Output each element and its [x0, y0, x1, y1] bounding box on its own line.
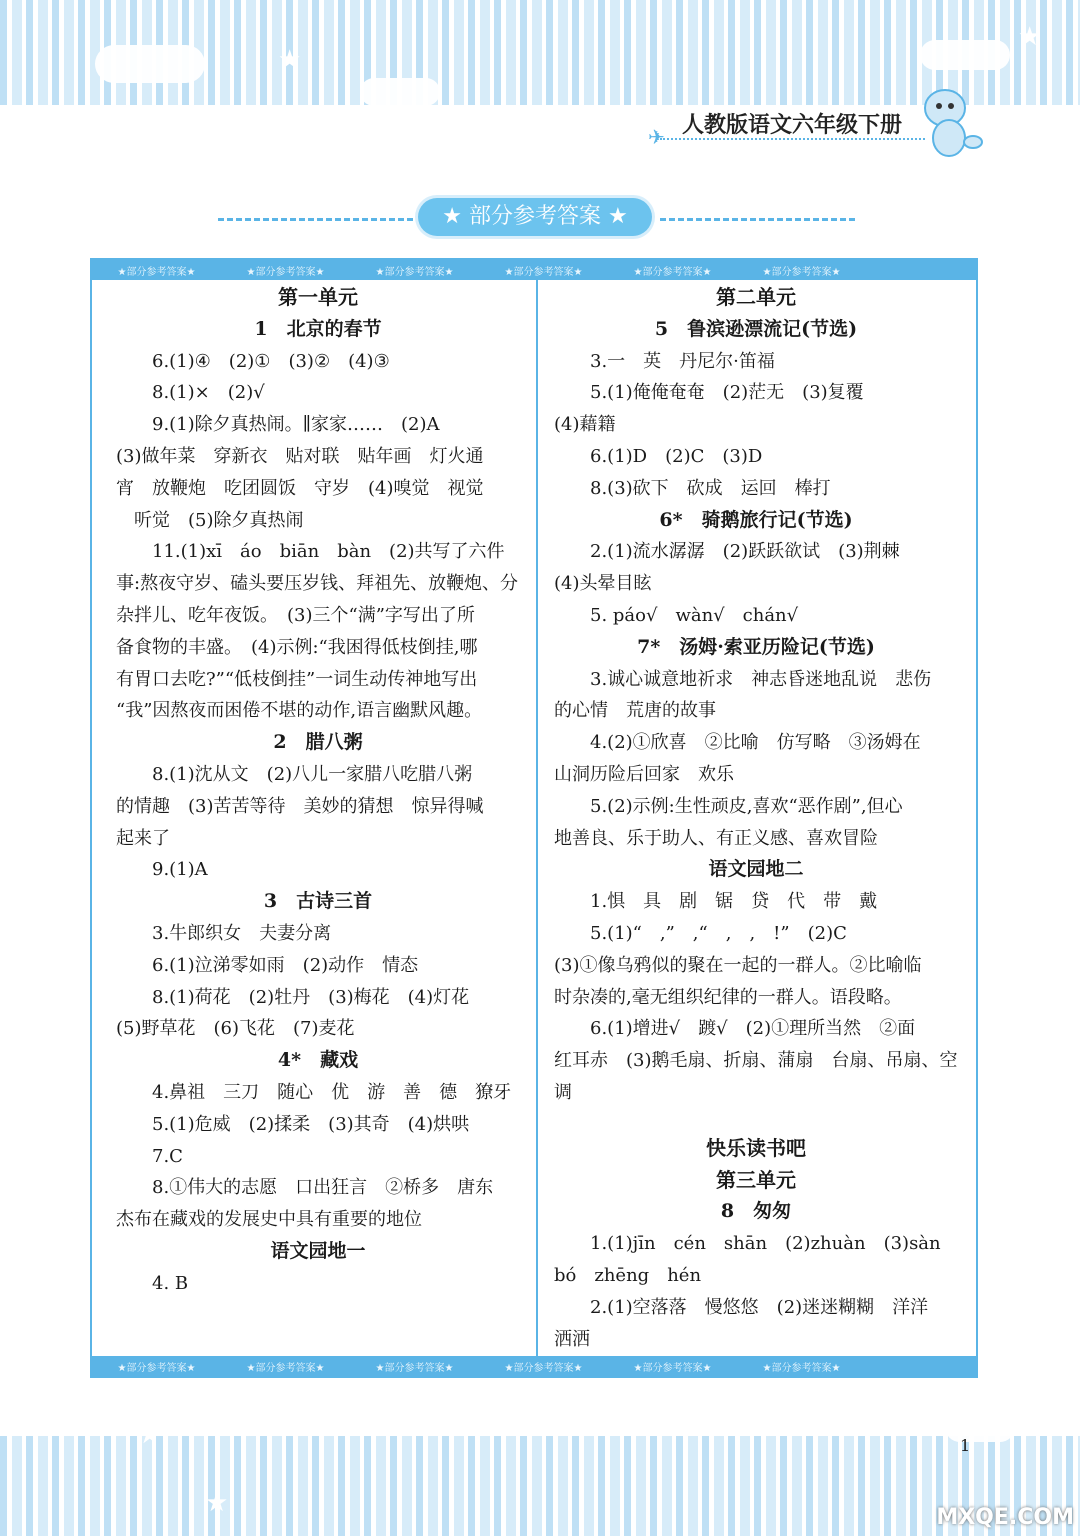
section-heading: 6* 骑鹅旅行记(节选) — [659, 508, 853, 531]
answer-line: (3)做年菜 穿新衣 贴对联 贴年画 灯火通 — [116, 445, 484, 467]
answer-line: 2.(1)流水潺潺 (2)跃跃欲试 (3)荆棘 — [590, 541, 900, 563]
answer-line: 4.鼻祖 三刀 随心 优 游 善 德 獠牙 — [152, 1081, 512, 1103]
strip-label: ★部分参考答案★ — [504, 1362, 583, 1374]
answer-line: 8.(1)× (2)√ — [152, 382, 265, 404]
star-icon: ★ — [1018, 22, 1042, 52]
strip-label: ★部分参考答案★ — [246, 266, 325, 278]
strip-label: ★部分参考答案★ — [246, 1362, 325, 1374]
strip-label: ★部分参考答案★ — [117, 266, 196, 278]
answer-line: 4. B — [152, 1272, 189, 1294]
section-heading: 1 北京的春节 — [254, 317, 382, 340]
answer-line: 杰布在藏戏的发展史中具有重要的地位 — [116, 1209, 422, 1231]
cloud-decoration — [920, 40, 1010, 70]
answer-line: 洒洒 — [554, 1328, 590, 1350]
answer-line: 5.(1)“ ,” ,“ , , !” (2)C — [590, 922, 847, 944]
cloud-decoration — [945, 1412, 1015, 1442]
watermark: MXQE.COM — [936, 1505, 1074, 1530]
banner-dashed-line-left — [218, 218, 413, 221]
answer-frame — [90, 258, 978, 1378]
answer-line: 杂拌儿、吃年夜饭。 (3)三个“满”字写出了所 — [116, 604, 475, 626]
answer-line: “我”因熬夜而困倦不堪的动作,语言幽默风趣。 — [116, 700, 483, 722]
column-divider — [536, 280, 538, 1358]
answer-line: 的心情 荒唐的故事 — [554, 700, 716, 722]
paper-plane-icon: ✈ — [648, 125, 665, 149]
answer-line: 5.(1)俺俺奄奄 (2)茫无 (3)复覆 — [590, 382, 864, 404]
frame-strip-top — [92, 260, 976, 280]
answer-line: 8.(3)砍下 砍成 运回 棒打 — [590, 477, 831, 499]
answer-line: 宵 放鞭炮 吃团圆饭 守岁 (4)嗅觉 视觉 — [116, 477, 484, 499]
section-heading: 语文园地一 — [270, 1239, 366, 1262]
answer-line: 5.(2)示例:生性顽皮,喜欢“恶作剧”,但心 — [590, 795, 903, 817]
section-heading: 语文园地二 — [708, 858, 804, 881]
strip-label: ★部分参考答案★ — [633, 1362, 712, 1374]
section-banner: ★ 部分参考答案 ★ — [418, 198, 652, 236]
answer-line: 地善良、乐于助人、有正义感、喜欢冒险 — [554, 827, 878, 849]
bottom-decorative-band — [0, 1436, 1080, 1536]
section-heading: 8 匆匆 — [720, 1200, 792, 1223]
section-heading: 第一单元 — [278, 285, 358, 309]
answer-line: 调 — [554, 1081, 572, 1103]
strip-label: ★部分参考答案★ — [375, 266, 454, 278]
answer-line: 9.(1)除夕真热闹。∥家家…… (2)A — [152, 414, 440, 436]
section-heading: 5 鲁滨逊漂流记(节选) — [654, 317, 858, 340]
answer-line: 2.(1)空落落 慢悠悠 (2)迷迷糊糊 洋洋 — [590, 1296, 929, 1318]
answer-line: 3.一 英 丹尼尔·笛福 — [590, 350, 775, 372]
mascot-icon — [915, 80, 985, 158]
answer-line: 有胃口去吃?”“低枝倒挂”一词生动传神地写出 — [116, 668, 478, 690]
answer-line: (5)野草花 (6)飞花 (7)麦花 — [116, 1018, 355, 1040]
answer-line: 红耳赤 (3)鹅毛扇、折扇、蒲扇 台扇、吊扇、空 — [554, 1050, 958, 1072]
answer-line: 8.①伟大的志愿 口出狂言 ②桥多 唐东 — [152, 1177, 494, 1199]
book-title: 人教版语文六年级下册 — [681, 112, 902, 138]
star-icon: ★ — [138, 1420, 162, 1450]
answer-line: 3.牛郎织女 夫妻分离 — [152, 922, 332, 944]
answer-line: 8.(1)沈从文 (2)八儿一家腊八吃腊八粥 — [152, 763, 473, 785]
frame-strip-bottom — [92, 1356, 976, 1376]
page-number: 1 — [960, 1436, 971, 1455]
answer-line: 4.(2)①欣喜 ②比喻 仿写略 ③汤姆在 — [590, 732, 921, 754]
strip-label: ★部分参考答案★ — [375, 1362, 454, 1374]
answer-line: 8.(1)荷花 (2)牡丹 (3)梅花 (4)灯花 — [152, 986, 470, 1008]
answer-line: 6.(1)增进√ 踱√ (2)①理所当然 ②面 — [590, 1018, 916, 1040]
answer-line: 时杂凑的,毫无组织纪律的一群人。语段略。 — [554, 986, 902, 1008]
answer-line: 5. páo√ wàn√ chán√ — [590, 604, 799, 626]
star-icon: ★ — [205, 1488, 229, 1518]
answer-line: (4)头晕目眩 — [554, 573, 652, 595]
answer-line: 1.(1)jīn cén shān (2)zhuàn (3)sàn — [590, 1233, 941, 1255]
section-heading: 快乐读书吧 — [706, 1135, 806, 1160]
section-heading: 第三单元 — [716, 1167, 796, 1192]
answer-line: 事:熬夜守岁、磕头要压岁钱、拜祖先、放鞭炮、分 — [116, 573, 519, 595]
answer-line: bó zhēng hén — [554, 1264, 702, 1286]
answer-line: 的情趣 (3)苦苦等待 美妙的猜想 惊异得喊 — [116, 795, 484, 817]
answer-line: (4)藉籍 — [554, 414, 616, 436]
section-heading: 4* 藏戏 — [277, 1049, 359, 1072]
answer-line: 6.(1)④ (2)① (3)② (4)③ — [152, 350, 390, 372]
answer-line: 5.(1)危威 (2)揉柔 (3)其奇 (4)烘哄 — [152, 1113, 470, 1135]
left-column — [116, 282, 520, 1300]
answer-line: 3.诚心诚意地祈求 神志昏迷地乱说 悲伤 — [590, 668, 932, 690]
right-column — [554, 282, 958, 1355]
answer-line: 6.(1)泣涕零如雨 (2)动作 情态 — [152, 954, 419, 976]
strip-label: ★部分参考答案★ — [504, 266, 583, 278]
strip-label: ★部分参考答案★ — [633, 266, 712, 278]
star-icon: ★ — [278, 45, 302, 75]
answer-line: (3)①像乌鸦似的聚在一起的一群人。②比喻临 — [554, 954, 922, 976]
strip-label: ★部分参考答案★ — [762, 266, 841, 278]
strip-label: ★部分参考答案★ — [117, 1362, 196, 1374]
section-heading: 7* 汤姆·索亚历险记(节选) — [637, 635, 875, 658]
strip-label: ★部分参考答案★ — [762, 1362, 841, 1374]
answer-line: 听觉 (5)除夕真热闹 — [116, 509, 304, 531]
answer-line: 1.惧 具 剧 锯 贷 代 带 戴 — [590, 891, 878, 913]
section-heading: 3 古诗三首 — [263, 890, 373, 913]
answer-line: 备食物的丰盛。 (4)示例:“我困得低枝倒挂,哪 — [116, 636, 478, 658]
answer-line: 9.(1)A — [152, 859, 208, 881]
banner-dashed-line-right — [660, 218, 855, 221]
section-heading: 2 腊八粥 — [273, 731, 363, 754]
answer-line: 7.C — [152, 1145, 183, 1167]
cloud-decoration — [95, 45, 205, 83]
answer-line: 6.(1)D (2)C (3)D — [590, 445, 763, 467]
section-heading: 第二单元 — [716, 285, 796, 309]
answer-line: 山洞历险后回家 欢乐 — [554, 763, 734, 785]
answer-line: 起来了 — [116, 827, 170, 849]
cloud-decoration — [360, 78, 440, 106]
answer-line: 11.(1)xī áo biān bàn (2)共写了六件 — [152, 541, 505, 563]
